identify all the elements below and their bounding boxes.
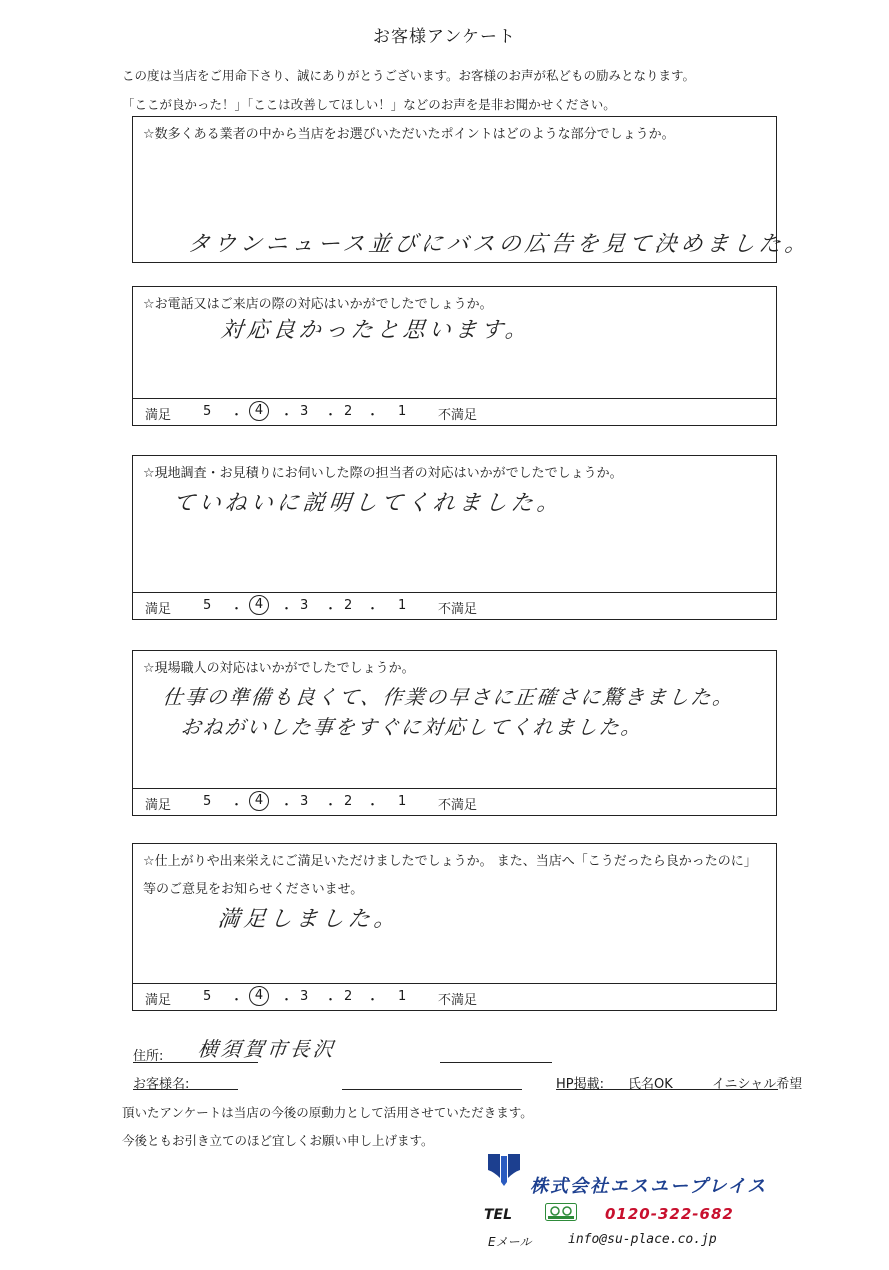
rating-3: 3 [300,989,309,1004]
answer-5-text: 満足しました。 [216,907,402,932]
rating-label-satisfied: 満足 [145,408,172,423]
rating-3: 3 [300,794,309,809]
question-box-3 [132,455,777,620]
company-logo-icon [484,1148,524,1188]
rating-sep: ・ [366,602,380,617]
rating-4-selected: 4 [249,791,269,811]
rating-1: 1 [398,989,407,1004]
rating-row-3 [133,592,776,619]
question-box-4 [132,650,777,816]
rating-label-unsatisfied: 不満足 [438,993,478,1008]
question-box-5 [132,843,777,1011]
rating-1: 1 [398,598,407,613]
rating-5: 5 [203,794,212,809]
rating-sep: ・ [230,602,244,617]
page-title: お客様アンケート [373,27,516,47]
rating-sep: ・ [366,993,380,1008]
rating-2: 2 [344,794,353,809]
answer-3-text: ていねいに説明してくれました。 [171,491,565,516]
hp-option-name-ok: 氏名OK [628,1077,673,1092]
rating-5: 5 [203,598,212,613]
rating-row-5 [133,983,776,1010]
hp-label: HP掲載: [556,1077,604,1092]
address-underline-right [440,1062,552,1063]
address-value: 横須賀市長沢 [196,1037,338,1061]
rating-sep: ・ [324,408,338,423]
question-5-text-line-2: 等のご意見をお知らせくださいませ。 [143,882,364,897]
rating-sep: ・ [324,602,338,617]
rating-sep: ・ [230,408,244,423]
rating-label-satisfied: 満足 [145,993,172,1008]
rating-2: 2 [344,404,353,419]
rating-4-selected: 4 [249,986,269,1006]
rating-sep: ・ [366,408,380,423]
freedial-icon [545,1203,577,1221]
tel-number: 0120-322-682 [605,1205,734,1223]
rating-row-2 [133,398,776,425]
rating-1: 1 [398,404,407,419]
rating-1: 1 [398,794,407,809]
rating-3: 3 [300,404,309,419]
rating-label-satisfied: 満足 [145,602,172,617]
question-box-1 [132,116,813,263]
rating-sep: ・ [280,798,294,813]
rating-label-unsatisfied: 不満足 [438,602,478,617]
rating-5: 5 [203,989,212,1004]
intro-line-2: 「ここが良かった！」「ここは改善してほしい！」などのお声を是非お聞かせください。 [122,97,616,112]
rating-sep: ・ [230,993,244,1008]
question-1-text: ☆数多くある業者の中から当店をお選びいただいたポイントはどのような部分でしょうか。 [143,127,675,142]
address-underline [133,1062,258,1063]
closing-line-1: 頂いたアンケートは当店の今後の原動力として活用させていただきます。 [122,1105,533,1120]
rating-2: 2 [344,598,353,613]
rating-2: 2 [344,989,353,1004]
rating-sep: ・ [280,602,294,617]
hp-underline [556,1089,778,1090]
address-label: 住所: [133,1049,164,1064]
tel-label: TEL [484,1207,513,1223]
rating-row-4 [133,788,776,815]
customer-name-label: お客様名: [133,1077,190,1092]
rating-sep: ・ [324,993,338,1008]
rating-label-unsatisfied: 不満足 [438,798,478,813]
question-4-text: ☆現場職人の対応はいかがでしたでしょうか。 [143,661,415,676]
email-address: info@su-place.co.jp [568,1232,717,1247]
question-box-2 [132,286,777,426]
question-3-text: ☆現地調査・お見積りにお伺いした際の担当者の対応はいかがでしたでしょうか。 [143,466,623,481]
rating-sep: ・ [280,993,294,1008]
question-5-text-line-1: ☆仕上がりや出来栄えにご満足いただけましたでしょうか。 また、当店へ「こうだったら良かったのに」 [143,854,757,869]
answer-4-line-1: 仕事の準備も良くて、作業の早さに正確さに驚きました。 [161,685,736,709]
closing-line-2: 今後ともお引き立てのほど宜しくお願い申し上げます。 [122,1133,434,1148]
rating-sep: ・ [280,408,294,423]
rating-sep: ・ [230,798,244,813]
customer-name-underline [133,1089,238,1090]
hp-option-initial: イニシャル希望 [712,1077,803,1092]
email-label: Eメール [488,1235,532,1249]
customer-name-underline-right [342,1089,522,1090]
answer-2-text: 対応良かったと思います。 [219,318,533,343]
rating-4-selected: 4 [249,595,269,615]
answer-1-text: タウンニュース並びにバスの広告を見て決めました。 [186,232,813,257]
rating-5: 5 [203,404,212,419]
company-name: 株式会社エスユープレイス [530,1176,768,1197]
question-2-text: ☆お電話又はご来店の際の対応はいかがでしたでしょうか。 [143,297,493,312]
rating-sep: ・ [324,798,338,813]
intro-line-1: この度は当店をご用命下さり、誠にありがとうございます。お客様のお声が私どもの励みとなります。 [122,68,696,83]
rating-sep: ・ [366,798,380,813]
rating-label-unsatisfied: 不満足 [438,408,478,423]
rating-4-selected: 4 [249,401,269,421]
answer-4-line-2: おねがいした事をすぐに対応してくれました。 [179,715,645,739]
rating-3: 3 [300,598,309,613]
rating-label-satisfied: 満足 [145,798,172,813]
